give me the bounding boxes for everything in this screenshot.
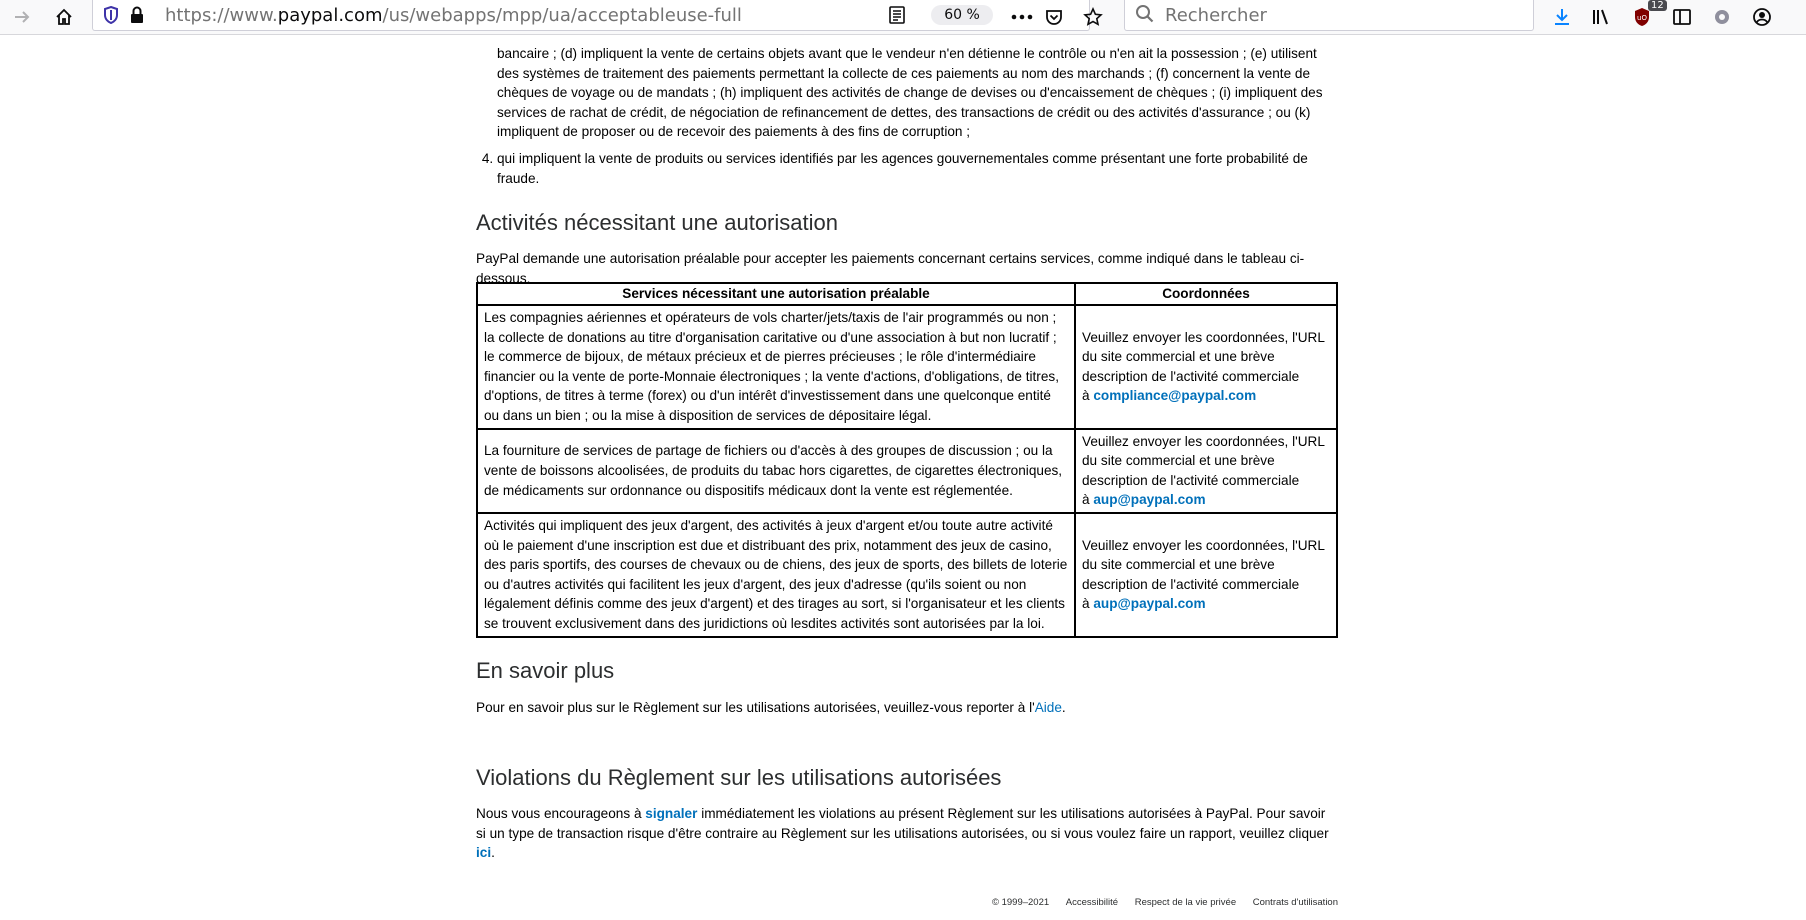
library-icon[interactable]: [1588, 3, 1616, 31]
table-cell-contact: [1075, 429, 1337, 513]
contact-instructions: Veuillez envoyer les coordonnées, l'URL du site commercial et une brève description de l'activité commerciale: [1082, 433, 1325, 488]
compliance-email-link[interactable]: compliance@paypal.com: [1093, 388, 1257, 404]
account-icon[interactable]: [1748, 3, 1776, 31]
violations-text-part2: immédiatement les violations au présent Règlement sur les utilisations autorisées à PayPal. Pour savoir si un type de transaction risque d'être contraire au Règlement sur les utilisations autorisées, ou si vous voulez faire un rapport, veuillez cliquer: [476, 806, 1329, 841]
table-cell-service: Les compagnies aériennes et opérateurs de vols charter/jets/taxis de l'air programmés ou non ; la collecte de donations au titre d'organisation caritative ou d'une association à but non lucratif ; le commerce de bijoux, de métaux précieux et de pierres précieuses ; le rôle d'intermédiaire financier ou la vente de porte-Monnaie électroniques ; la vente d'actions, d'obligations, de titres, d'options, de titres à terme (forex) ou d'un intérêt d'investissement dans une quelconque entité ou dans un bien ; ou la mise à disposition de services de dépositaire légal.: [477, 305, 1075, 429]
contact-prefix: à: [1082, 492, 1090, 508]
footer-link-terms[interactable]: Contrats d'utilisation: [1252, 897, 1338, 908]
svg-text:uO: uO: [1637, 14, 1647, 22]
click-here-link[interactable]: ici: [476, 845, 492, 861]
table-row: [477, 429, 1337, 513]
activities-list: [476, 44, 1338, 188]
sidebar-icon[interactable]: [1668, 3, 1696, 31]
table-header-services: Services nécessitant une autorisation préalable: [477, 283, 1075, 305]
zoom-level-button[interactable]: 60 %: [931, 5, 993, 25]
table-row: [477, 513, 1337, 637]
learn-more-text-end: .: [1061, 700, 1066, 715]
section-title-learn-more: En savoir plus: [476, 658, 615, 683]
restricted-activities-list: [476, 44, 1338, 188]
table-header-row: [477, 283, 1337, 305]
table-cell-contact: [1075, 513, 1337, 637]
section-title-violations: Violations du Règlement sur les utilisations autorisées: [476, 765, 1002, 790]
table-row: [477, 305, 1337, 429]
list-item-4: 4. qui impliquent la vente de produits ou services identifiés par les agences gouvernementales comme présentant une forte probabilité de fraude.: [497, 149, 1338, 188]
page-footer: [978, 897, 1338, 908]
violations-text-end: .: [491, 845, 495, 861]
aup-email-link[interactable]: aup@paypal.com: [1093, 492, 1206, 508]
search-icon: [1131, 0, 1159, 28]
search-bar[interactable]: [1124, 0, 1534, 31]
footer-copyright: © 1999–2021: [991, 897, 1050, 908]
search-placeholder[interactable]: Rechercher: [1165, 5, 1267, 26]
pocket-icon[interactable]: [1040, 3, 1068, 31]
reader-view-icon[interactable]: [883, 1, 911, 29]
url-bar[interactable]: [92, 0, 1090, 31]
table-cell-service: La fourniture de services de partage de fichiers ou d'accès à des groupes de discussion ; ou la vente de boissons alcoolisées, de produits du tabac hors cigarettes, de cigarettes électroniques, de médicaments sur ordonnance ou dispositifs médicaux dont la vente est réglementée.: [477, 429, 1075, 513]
contact-prefix: à: [1082, 596, 1090, 612]
home-icon[interactable]: [50, 3, 78, 31]
download-icon[interactable]: [1548, 3, 1576, 31]
lock-icon[interactable]: [123, 1, 151, 29]
report-link[interactable]: signaler: [645, 806, 698, 821]
learn-more-text: [476, 698, 1338, 718]
footer-link-accessibility[interactable]: Accessibilité: [1065, 897, 1119, 908]
extension-badge: 12: [1648, 0, 1667, 11]
table-cell-contact: [1075, 305, 1337, 429]
table-header-contact: Coordonnées: [1075, 283, 1337, 305]
table-cell-service: Activités qui impliquent des jeux d'argent, des activités à jeux d'argent et/ou toute autre activité où le paiement d'une inscription est due et distribuant des prix, notamment des jeux de casino, des paris sportifs, des courses de chevaux ou de chiens, des jeux de sports, des billets de loterie ou d'autres activités qui facilitent les jeux d'argent, des jeux d'adresse (qu'ils soient ou non légalement définis comme des jeux d'argent) et des tirages au sort, si l'organisateur et les clients se trouvent exclusivement dans des juridictions où lesdites activités sont autorisées par la loi.: [477, 513, 1075, 637]
contact-instructions: Veuillez envoyer les coordonnées, l'URL du site commercial et une brève description de l'activité commerciale: [1082, 329, 1325, 384]
authorization-intro: PayPal demande une autorisation préalable pour accepter les paiements concernant certains services, comme indiqué dans le tableau ci-dessous.: [476, 251, 1305, 286]
extension-icon[interactable]: [1708, 3, 1736, 31]
footer-link-privacy[interactable]: Respect de la vie privée: [1134, 897, 1237, 908]
list-item-3-tail: bancaire ; (d) impliquent la vente de certains objets avant que le vendeur n'en détienne le contrôle ou n'en ait la possession ; (e) utilisent des systèmes de traitement des paiements permettant la collecte de ces paiements au nom des marchands ; (f) concernent la vente de chèques de voyage ou de mandats ; (h) impliquent des activités de change de devises ou d'encaissement de chèques ; (i) impliquent des services de rachat de crédit, de négociation de refinancement de dettes, des transactions de crédit ou des activités d'assurance ; ou (k) impliquent de proposer ou de recevoir des paiements à des fins de corruption ;: [497, 46, 1323, 140]
aup-email-link[interactable]: aup@paypal.com: [1093, 596, 1206, 612]
tracking-shield-icon[interactable]: [97, 1, 125, 29]
section-title-authorization: Activités nécessitant une autorisation: [476, 210, 838, 235]
learn-more-text-body: Pour en savoir plus sur le Règlement sur les utilisations autorisées, veuillez-vous reporter à l': [476, 700, 1035, 715]
browser-toolbar: [0, 0, 1806, 35]
contact-instructions: Veuillez envoyer les coordonnées, l'URL du site commercial et une brève description de l'activité commerciale: [1082, 537, 1325, 592]
violations-text-part1: Nous vous encourageons à: [476, 806, 646, 821]
url-text[interactable]: https://www.paypal.com/us/webapps/mpp/ua/acceptableuse-full: [165, 5, 742, 26]
authorization-table: [476, 282, 1338, 638]
forward-arrow-icon[interactable]: [8, 3, 36, 31]
more-icon[interactable]: [1008, 3, 1036, 31]
contact-prefix: à: [1082, 388, 1090, 404]
violations-text: [476, 804, 1338, 863]
bookmark-star-icon[interactable]: [1079, 3, 1107, 31]
help-link[interactable]: Aide: [1034, 700, 1062, 715]
